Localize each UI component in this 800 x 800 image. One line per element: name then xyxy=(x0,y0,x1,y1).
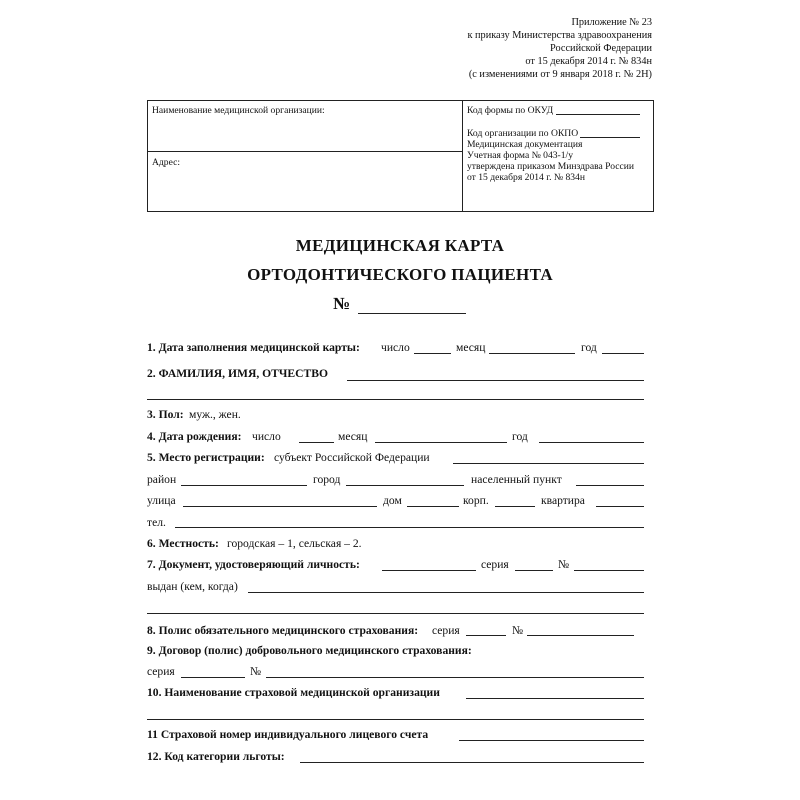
full-name-field[interactable] xyxy=(347,380,644,381)
number-label: № xyxy=(512,624,524,637)
id-series-field[interactable] xyxy=(515,570,553,571)
subject-field[interactable] xyxy=(453,463,644,464)
document-title-line2: ОРТОДОНТИЧЕСКОГО ПАЦИЕНТА xyxy=(247,265,553,284)
birth-month-field[interactable] xyxy=(375,442,507,443)
field-3-label: 3. Пол: xyxy=(147,408,184,421)
city-field[interactable] xyxy=(346,485,464,486)
phone-label: тел. xyxy=(147,516,166,529)
birth-year-field[interactable] xyxy=(539,442,644,443)
house-label: дом xyxy=(383,494,402,507)
field-2-label: 2. ФАМИЛИЯ, ИМЯ, ОТЧЕСТВО xyxy=(147,367,328,380)
org-name-label: Наименование медицинской организации: xyxy=(152,105,325,116)
annex-line: Приложение № 23 xyxy=(571,17,652,28)
number-label: № xyxy=(250,665,262,678)
annex-line: Российской Федерации xyxy=(550,43,652,54)
district-field[interactable] xyxy=(181,485,307,486)
field-1-label: 1. Дата заполнения медицинской карты: xyxy=(147,341,360,354)
field-4-label: 4. Дата рождения: xyxy=(147,430,242,443)
address-label: Адрес: xyxy=(152,157,181,168)
year-label: год xyxy=(512,430,528,443)
annex-line: от 15 декабря 2014 г. № 834н xyxy=(525,56,652,67)
series-label: серия xyxy=(432,624,460,637)
issued-by-field-line2[interactable] xyxy=(147,613,644,614)
street-label: улица xyxy=(147,494,176,507)
field-9-label: 9. Договор (полис) добровольного медицинского страхования: xyxy=(147,644,472,657)
fill-year-field[interactable] xyxy=(602,353,644,354)
oms-number-field[interactable] xyxy=(527,635,634,636)
fill-day-field[interactable] xyxy=(414,353,451,354)
apartment-label: квартира xyxy=(541,494,585,507)
okud-field[interactable] xyxy=(556,114,640,115)
okud-label: Код формы по ОКУД xyxy=(467,105,554,116)
city-label: город xyxy=(313,473,341,486)
okpo-field[interactable] xyxy=(580,137,640,138)
phone-field[interactable] xyxy=(175,527,644,528)
field-11-label: 11 Страховой номер индивидуального лицевого счета xyxy=(147,728,429,741)
house-field[interactable] xyxy=(407,506,459,507)
field-7-label: 7. Документ, удостоверяющий личность: xyxy=(147,558,360,571)
building-field[interactable] xyxy=(495,506,535,507)
field-8-label: 8. Полис обязательного медицинского страхования: xyxy=(147,624,419,637)
doc-line: утверждена приказом Минздрава России xyxy=(467,161,635,172)
subject-label: субъект Российской Федерации xyxy=(274,451,430,464)
oms-series-field[interactable] xyxy=(466,635,506,636)
settlement-field[interactable] xyxy=(576,485,644,486)
annex-line: к приказу Министерства здравоохранения xyxy=(467,30,652,41)
id-document-type-field[interactable] xyxy=(382,570,476,571)
okpo-label: Код организации по ОКПО xyxy=(467,128,579,139)
box-divider-vertical xyxy=(462,101,463,211)
benefit-code-field[interactable] xyxy=(300,762,644,763)
settlement-label: населенный пункт xyxy=(471,473,562,486)
month-label: месяц xyxy=(338,430,368,443)
field-10-label: 10. Наименование страховой медицинской организации xyxy=(147,686,440,699)
sex-options[interactable]: муж., жен. xyxy=(189,408,241,421)
insurance-org-field-line2[interactable] xyxy=(147,719,644,720)
day-label: число xyxy=(381,341,410,354)
year-label: год xyxy=(581,341,597,354)
field-5-label: 5. Место регистрации: xyxy=(147,451,265,464)
annex-line: (с изменениями от 9 января 2018 г. № 2Н) xyxy=(468,69,652,80)
field-12-label: 12. Код категории льготы: xyxy=(147,750,285,763)
dms-series-field[interactable] xyxy=(181,677,245,678)
number-sign: № xyxy=(333,294,351,313)
series-label: серия xyxy=(147,665,175,678)
id-number-field[interactable] xyxy=(574,570,644,571)
doc-line: Медицинская документация xyxy=(467,139,583,150)
full-name-field-line2[interactable] xyxy=(147,399,644,400)
organization-info-box xyxy=(147,100,654,212)
field-6-label: 6. Местность: xyxy=(147,537,219,550)
doc-line: от 15 декабря 2014 г. № 834н xyxy=(467,172,585,183)
locality-options[interactable]: городская – 1, сельская – 2. xyxy=(227,537,362,550)
issued-by-label: выдан (кем, когда) xyxy=(147,580,238,593)
series-label: серия xyxy=(481,558,509,571)
fill-month-field[interactable] xyxy=(489,353,575,354)
snils-field[interactable] xyxy=(459,740,644,741)
dms-number-field[interactable] xyxy=(266,677,644,678)
birth-day-field[interactable] xyxy=(299,442,334,443)
issued-by-field[interactable] xyxy=(248,592,644,593)
number-label: № xyxy=(558,558,570,571)
doc-line: Учетная форма № 043-1/у xyxy=(467,150,573,161)
district-label: район xyxy=(147,473,177,486)
day-label: число xyxy=(252,430,281,443)
building-label: корп. xyxy=(463,494,489,507)
street-field[interactable] xyxy=(183,506,377,507)
annex-header xyxy=(467,16,652,81)
box-divider-horizontal xyxy=(148,151,462,152)
insurance-org-field[interactable] xyxy=(466,698,644,699)
apartment-field[interactable] xyxy=(596,506,644,507)
document-title-line1: МЕДИЦИНСКАЯ КАРТА xyxy=(295,236,505,255)
month-label: месяц xyxy=(456,341,486,354)
card-number-field[interactable] xyxy=(358,313,466,314)
